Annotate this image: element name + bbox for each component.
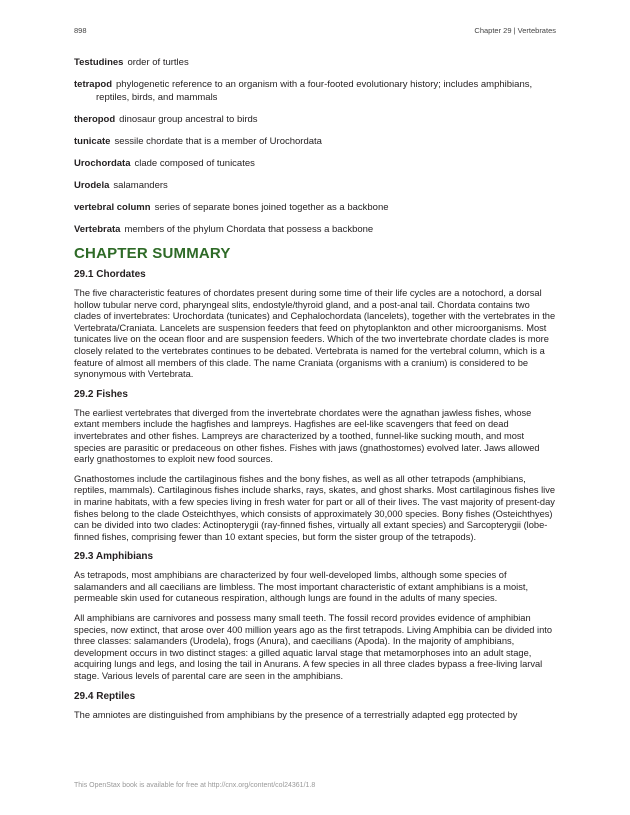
glossary-entry [74, 78, 557, 104]
summary-section [74, 691, 557, 722]
section-paragraph: The amniotes are distinguished from amphibians by the presence of a terrestrially adapted egg protected by [74, 709, 518, 720]
section-heading: 29.3 Amphibians [74, 551, 154, 563]
glossary-entry [74, 223, 557, 236]
glossary-definition: series of separate bones joined together as a backbone [154, 202, 389, 213]
glossary-term: Urochordata [74, 158, 131, 169]
glossary-list [74, 56, 557, 236]
summary-sections [74, 269, 557, 721]
glossary-definition: order of turtles [127, 57, 189, 68]
glossary-entry [74, 56, 557, 69]
glossary-entry [74, 113, 557, 126]
section-paragraph: As tetrapods, most amphibians are characterized by four well-developed limbs, although some species of salamanders and all caecilians are limbless. The most important characteristic of extant amphibians is a moist, permeable skin used for cutaneous respiration, although lungs are found in the adults of many species. [74, 570, 529, 604]
glossary-term: Vertebrata [74, 224, 121, 235]
section-heading: 29.1 Chordates [74, 269, 146, 280]
glossary-entry [74, 157, 557, 170]
glossary-definition: members of the phylum Chordata that possess a backbone [124, 224, 374, 235]
page-header [74, 26, 556, 38]
glossary-entry [74, 135, 557, 148]
chapter-title: Chapter 29 | Vertebrates [474, 26, 556, 35]
glossary-term: Urodela [74, 180, 110, 191]
section-heading: 29.4 Reptiles [74, 690, 136, 702]
section-paragraph: The earliest vertebrates that diverged from the invertebrate chordates were the agnathan jawless fishes, whose extant members include the hagfishes and lampreys. Hagfishes are eel-like scavengers that feed on dead invertebrates and other fishes. Lampreys are characterized by a toothed, funnel-like sucking mouth, and most species are parasitic or predaceous on other fishes. Fishes with jaws (gnathostomes) evolved later. Jaws allowed early gnathostomes to exploit new food sources. [74, 407, 540, 465]
summary-section [74, 269, 557, 381]
glossary-term: Testudines [74, 57, 124, 68]
section-heading: 29.2 Fishes [74, 388, 128, 400]
glossary-entry [74, 201, 557, 214]
section-paragraph: All amphibians are carnivores and possess many small teeth. The fossil record provides evidence of amphibian species, now extinct, that arose over 400 million years ago as the first tetrapods. Living Amphibia can be divided into three classes: salamanders (Urodela), frogs (Anura), and caecilians (Apoda). In the majority of amphibians, development occurs in two distinct stages: a gilled aquatic larval stage that metamorphoses into an adult stage, acquiring lungs and legs, and losing the tail in Anurans. A few species in all three clades bypass a free-living larval stage. Various levels of parental care are seen in the amphibians. [74, 613, 553, 682]
glossary-definition: dinosaur group ancestral to birds [119, 114, 258, 125]
glossary-entry [74, 179, 557, 192]
glossary-term: vertebral column [74, 202, 151, 213]
glossary-term: tunicate [74, 136, 111, 147]
section-paragraph: Gnathostomes include the cartilaginous fishes and the bony fishes, as well as all other tetrapods (amphibians, reptiles, mammals). Cartilaginous fishes include sharks, rays, skates, and ghost sharks. Most cartilaginous fishes live in marine habitats, with a few species living in fresh water for part or all of their lives. The vast majority of present-day fishes belong to the clade Osteichthyes, which consists of approximately 30,000 species. Bony fishes (Osteichthyes) can be divided into two clades: Actinopterygii (ray-finned fishes, virtually all extant species) and Sarcopterygii (lobe-finned fishes, comprising fewer than 10 extant species, but form the sister group of the tetrapods). [74, 473, 556, 542]
glossary-definition: phylogenetic reference to an organism with a four-footed evolutionary history; includes amphibians, reptiles, birds, and mammals [96, 79, 533, 103]
page-content [74, 56, 557, 729]
chapter-summary-heading: CHAPTER SUMMARY [74, 245, 231, 262]
glossary-definition: salamanders [113, 180, 168, 191]
glossary-definition: clade composed of tunicates [134, 158, 255, 169]
summary-section [74, 389, 557, 544]
section-paragraph: The five characteristic features of chordates present during some time of their life cycles are a notochord, a dorsal hollow tubular nerve cord, pharyngeal slits, endostyle/thyroid gland, and a post-anal tail. Chordata contains two clades of invertebrates: Urochordata (tunicates) and Cephalochordata (lancelets), together with the vertebrates in the Vertebrata/Craniata. Lancelets are suspension feeders that feed on phytoplankton and other microorganisms. Most tunicates live on the ocean floor and are suspension feeders. Which of the two invertebrate chordate clades is more closely related to the vertebrates continues to be debated. Vertebrata is named for the vertebral column, which is a feature of almost all members of this clade. The name Craniata (organisms with a cranium) is considered to be synonymous with Vertebrata. [74, 288, 556, 380]
glossary-definition: sessile chordate that is a member of Urochordata [114, 136, 322, 147]
page-footer: This OpenStax book is available for free at http://cnx.org/content/col24361/1.8 [74, 782, 316, 789]
page-number: 898 [74, 26, 87, 35]
glossary-term: tetrapod [74, 79, 112, 90]
summary-section [74, 551, 557, 682]
glossary-term: theropod [74, 114, 116, 125]
